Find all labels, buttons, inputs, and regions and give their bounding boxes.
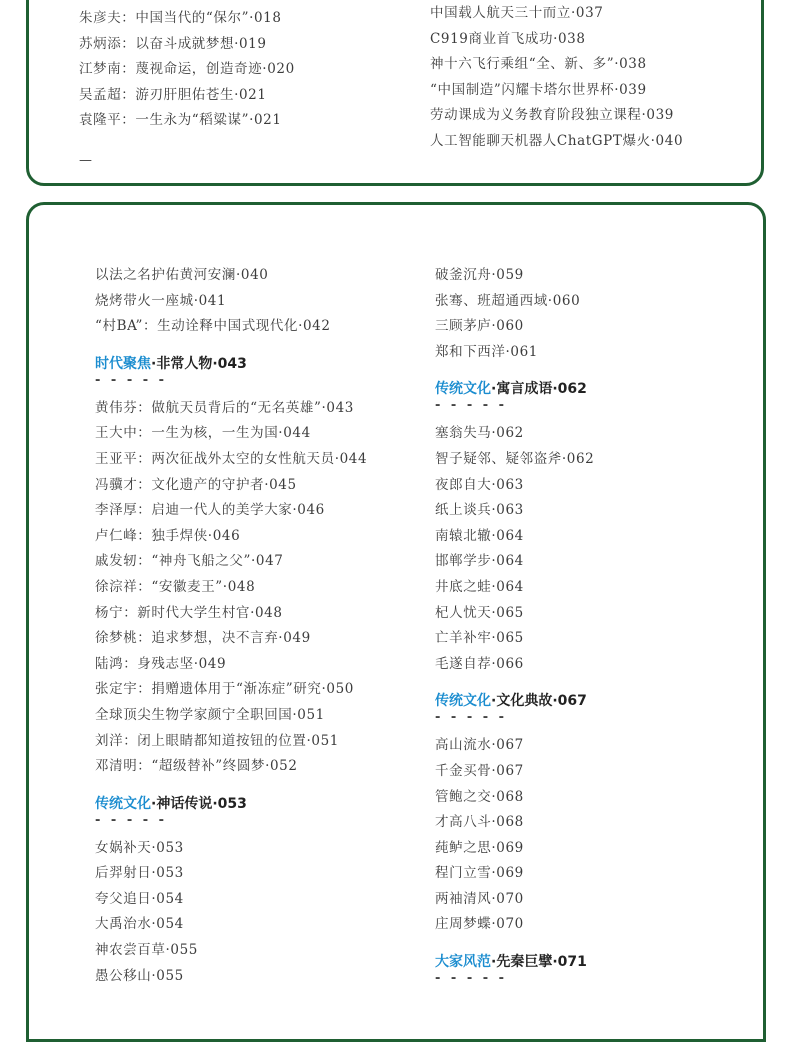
toc-entry: 吴孟超：游刃肝胆佑苍生·021 [79,86,267,103]
section-heading [95,794,367,814]
toc-section [95,794,367,828]
section-heading [95,354,367,374]
section-category: 大家风范 [435,954,491,971]
toc-entry: 毛遂自荐·066 [435,655,524,672]
toc-entry: 大禹治水·054 [95,916,184,933]
section-heading [435,952,594,972]
toc-entry: 劳动课成为义务教育阶段独立课程·039 [430,107,674,124]
toc-entry: 后羿射日·053 [95,865,184,882]
toc-entry: 夸父追日·054 [95,890,184,907]
toc-entry: 邓清明：“超级替补”终圆梦·052 [95,758,298,775]
toc-entry: 神农尝百草·055 [95,942,198,959]
section-category: 传统文化 [95,795,151,812]
toc-entry: 两袖清风·070 [435,890,524,907]
section-title: ·非常人物·043 [151,355,247,372]
toc-entry: 张定宇：捐赠遗体用于“渐冻症”研究·050 [95,681,354,698]
toc-entry: 莼鲈之思·069 [435,839,524,856]
toc-entry: 李泽厚：启迪一代人的美学大家·046 [95,502,325,519]
toc-entry: 王大中：一生为核，一生为国·044 [95,425,311,442]
section-heading [435,379,594,399]
toc-entry: 冯骥才：文化遗产的守护者·045 [95,476,297,493]
toc-entry: 朱彦夫：中国当代的“保尔”·018 [79,10,282,26]
toc-entry: 破釜沉舟·059 [435,267,524,283]
section-underline: - - - - - [435,971,508,987]
section-title: ·寓言成语·062 [491,381,587,398]
toc-entry: 徐淙祥：“安徽麦王”·048 [95,578,256,595]
toc-entry: 苏炳添：以奋斗成就梦想·019 [79,35,267,52]
toc-section [435,379,594,413]
toc-entry: 戚发轫：“神舟飞船之父”·047 [95,553,284,570]
section-category: 传统文化 [435,693,491,710]
toc-entry: 刘洋：闭上眼睛都知道按钮的位置·051 [95,732,339,749]
trailing-mark: — [79,152,92,168]
toc-entry: 南辕北辙·064 [435,527,524,544]
toc-entry: 三顾茅庐·060 [435,318,524,335]
toc-entry: 亡羊补牢·065 [435,630,524,647]
toc-entry: 烧烤带火一座城·041 [95,292,227,309]
toc-section [95,354,367,388]
toc-entry: 庄周梦蝶·070 [435,916,524,933]
toc-entry: 塞翁失马·062 [435,425,524,442]
toc-entry: 袁隆平：一生永为“稻粱谋”·021 [79,112,282,129]
toc-entry: 徐梦桃：追求梦想，决不言弃·049 [95,630,311,647]
main-contents-panel [26,202,766,1042]
top-contents-panel [26,0,764,186]
toc-entry: 中国载人航天三十而立·037 [430,5,604,21]
section-underline: - - - - - [435,398,508,414]
toc-entry: 程门立雪·069 [435,865,524,882]
section-title: ·文化典故·067 [491,693,587,710]
toc-entry: 神十六飞行乘组“全、新、多”·038 [430,56,647,73]
toc-entry: 纸上谈兵·063 [435,502,524,519]
section-underline: - - - - - [95,812,168,828]
toc-entry: 高山流水·067 [435,737,524,754]
toc-entry: 智子疑邻、疑邻盗斧·062 [435,450,595,467]
toc-entry: 全球顶尖生物学家颜宁全职回国·051 [95,706,325,723]
toc-entry: 邯郸学步·064 [435,553,524,570]
main-right-column [435,263,594,994]
toc-entry: 愚公移山·055 [95,967,184,984]
section-category: 时代聚焦 [95,355,151,372]
toc-entry: 女娲补天·053 [95,839,184,856]
toc-section [435,691,594,725]
section-category: 传统文化 [435,381,491,398]
section-heading [435,691,594,711]
toc-entry: 陆鸿：身残志坚·049 [95,655,227,672]
top-right-column [430,1,683,155]
toc-entry: 杞人忧天·065 [435,604,524,621]
toc-entry: 卢仁峰：独手焊侠·046 [95,527,241,544]
toc-entry: 黄伟芬：做航天员背后的“无名英雄”·043 [95,399,354,416]
toc-entry: C919商业首飞成功·038 [430,30,586,47]
toc-entry: “村BA”：生动诠释中国式现代化·042 [95,318,331,335]
section-title: ·神话传说·053 [151,795,247,812]
toc-entry: 王亚平：两次征战外太空的女性航天员·044 [95,450,368,467]
top-left-column [79,6,295,168]
toc-entry: 以法之名护佑黄河安澜·040 [95,267,269,283]
toc-section [435,952,594,986]
main-left-column [95,263,367,989]
toc-entry: 人工智能聊天机器人ChatGPT爆火·040 [430,132,684,149]
toc-entry: 江梦南：蔑视命运，创造奇迹·020 [79,61,295,78]
section-underline: - - - - - [435,710,508,726]
toc-entry: 千金买骨·067 [435,762,524,779]
toc-entry: 郑和下西洋·061 [435,343,538,360]
toc-entry: 才高八斗·068 [435,814,524,831]
toc-entry: 管鲍之交·068 [435,788,524,805]
section-title: ·先秦巨擘·071 [491,954,587,971]
toc-entry: 张骞、班超通西域·060 [435,292,581,309]
toc-entry: 夜郎自大·063 [435,476,524,493]
toc-entry: 杨宁：新时代大学生村官·048 [95,604,283,621]
toc-entry: “中国制造”闪耀卡塔尔世界杯·039 [430,81,647,98]
section-underline: - - - - - [95,372,168,388]
toc-entry: 井底之蛙·064 [435,578,524,595]
